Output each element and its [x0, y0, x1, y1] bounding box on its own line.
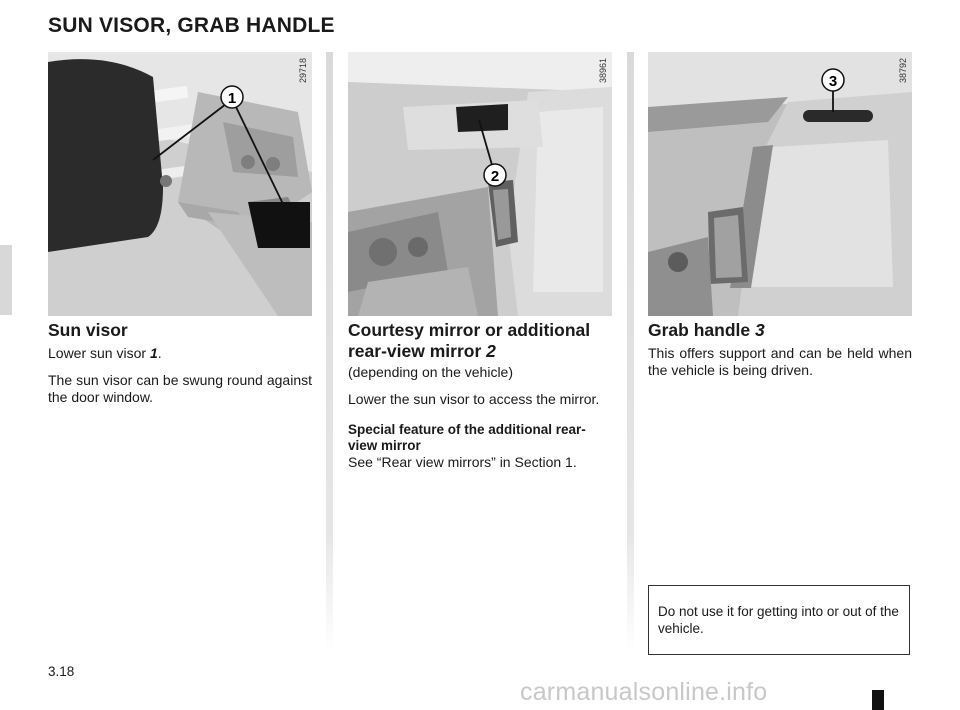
- column-divider: [326, 52, 333, 652]
- sun-visor-section: [48, 320, 312, 416]
- special-feature-reference: See “Rear view mirrors” in Section 1.: [348, 454, 577, 470]
- callout-number: 1: [227, 90, 237, 107]
- section-tab: [0, 245, 12, 315]
- warning-box: Do not use it for getting into or out of the vehicle.: [648, 585, 910, 655]
- figure-code: 38961: [598, 58, 608, 84]
- page-number: 3.18: [48, 664, 75, 679]
- figure-code: 38792: [898, 58, 908, 84]
- grab-handle-description: This offers support and can be held when the vehicle is being driven.: [648, 345, 912, 378]
- grab-handle-heading: Grab handle 3: [648, 320, 765, 340]
- mirror-instruction: Lower the sun visor to access the mirror.: [348, 391, 600, 407]
- page-title: SUN VISOR, GRAB HANDLE: [48, 14, 335, 37]
- sun-visor-description: The sun visor can be swung round against the door window.: [48, 372, 312, 405]
- page-corner-mark: [872, 690, 884, 710]
- figure-code: 29718: [298, 58, 308, 84]
- callout-3: [648, 52, 912, 316]
- mirror-section: [348, 320, 612, 481]
- mirror-availability-note: (depending on the vehicle): [348, 364, 514, 380]
- column-divider: [627, 52, 634, 652]
- mirror-heading: Courtesy mirror or additional rear-view mirror 2: [348, 320, 591, 361]
- sun-visor-instruction: Lower sun visor 1.: [48, 345, 162, 361]
- special-feature-title: Special feature of the additional rear-view mirror: [348, 422, 586, 453]
- callout-number: 2: [490, 168, 500, 185]
- grab-handle-section: [648, 320, 912, 389]
- sun-visor-heading: Sun visor: [48, 320, 128, 340]
- watermark: carmanualsonline.info: [520, 678, 768, 706]
- callout-2: [348, 52, 612, 316]
- callout-1: [48, 52, 312, 316]
- callout-number: 3: [828, 73, 838, 90]
